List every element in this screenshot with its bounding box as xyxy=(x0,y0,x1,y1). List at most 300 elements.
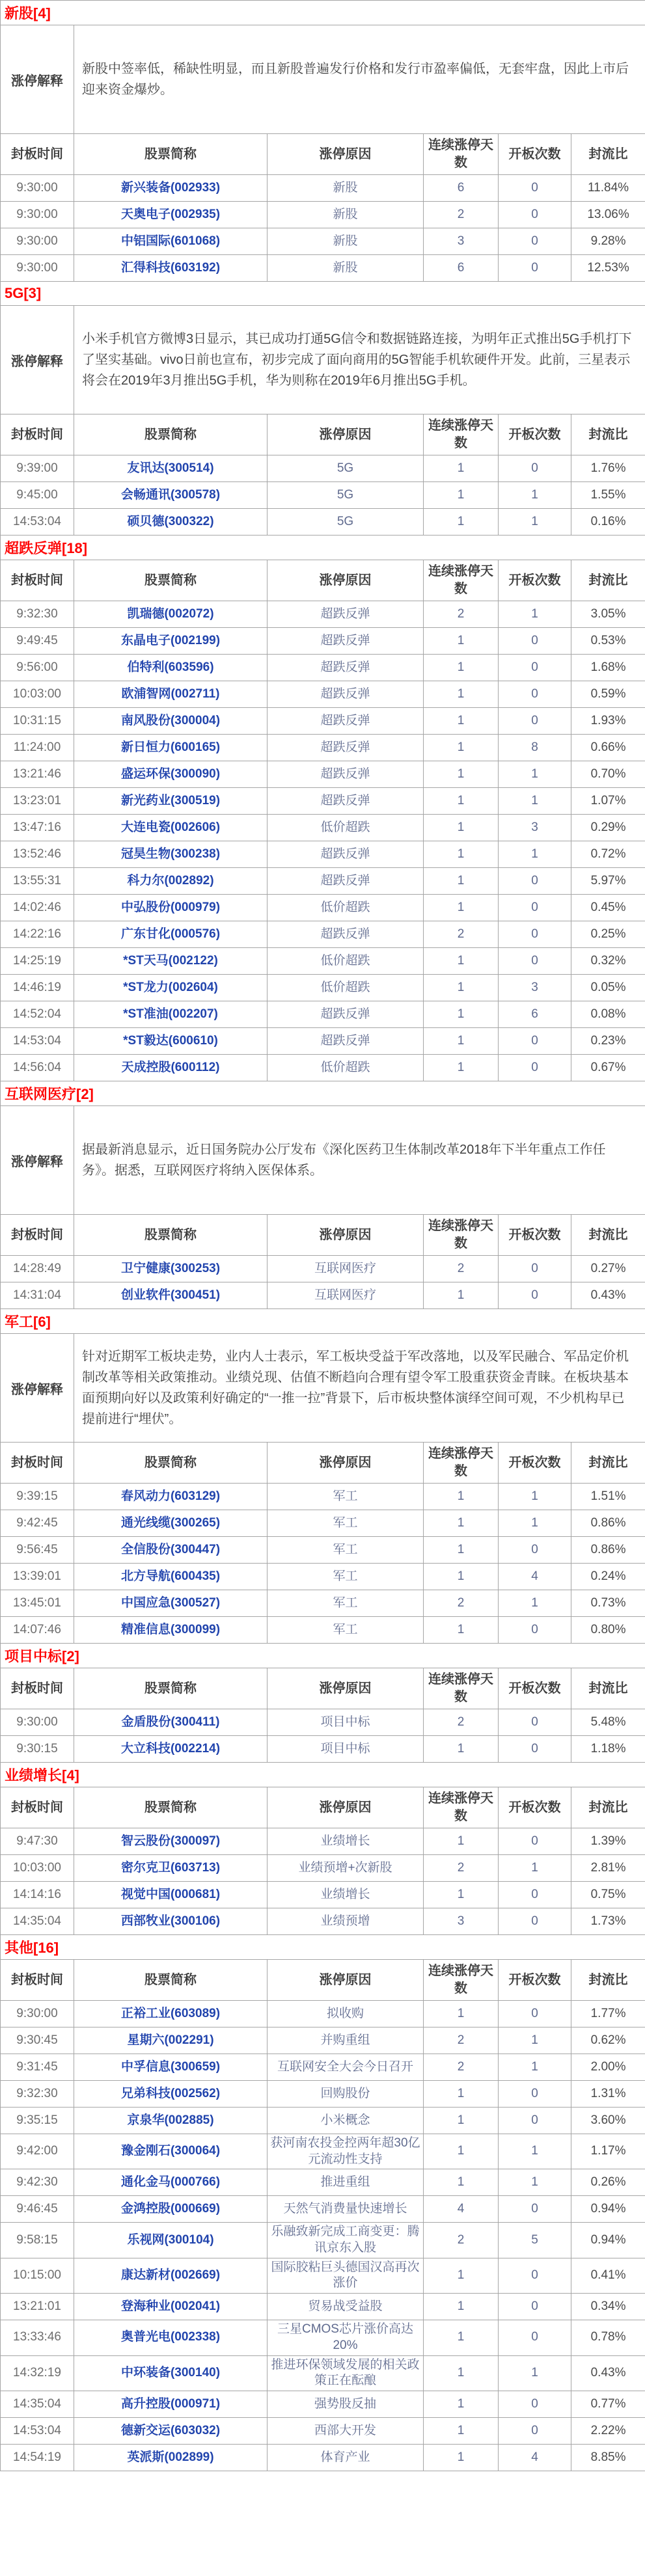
consecutive-days-cell: 1 xyxy=(424,948,499,975)
consecutive-days-cell: 2 xyxy=(424,1590,499,1617)
consecutive-days-cell: 2 xyxy=(424,1709,499,1736)
col-seal-time: 封板时间 xyxy=(1,560,74,601)
consecutive-days-cell: 1 xyxy=(424,2081,499,2108)
open-count-cell: 1 xyxy=(499,841,571,868)
stock-name-link[interactable]: 春风动力(603129) xyxy=(74,1484,268,1510)
stock-name-link[interactable]: 乐视网(300104) xyxy=(74,2223,268,2258)
seal-time-cell: 9:30:00 xyxy=(1,228,74,255)
stock-name-link[interactable]: 欧浦智网(002711) xyxy=(74,681,268,708)
limit-reason-cell: 5G xyxy=(268,455,424,482)
limit-reason-cell: 新股 xyxy=(268,228,424,255)
stock-name-link[interactable]: 正裕工业(603089) xyxy=(74,2001,268,2027)
stock-name-link[interactable]: 全信股份(300447) xyxy=(74,1537,268,1564)
stock-name-link[interactable]: 友讯达(300514) xyxy=(74,455,268,482)
seal-flow-ratio-cell: 1.76% xyxy=(571,455,645,482)
col-seal-time: 封板时间 xyxy=(1,1960,74,2001)
consecutive-days-cell: 1 xyxy=(424,2294,499,2320)
stock-row xyxy=(1,2258,645,2293)
seal-time-cell: 9:42:45 xyxy=(1,1510,74,1537)
explanation-row xyxy=(1,306,645,414)
open-count-cell: 1 xyxy=(499,482,571,509)
seal-time-cell: 14:53:04 xyxy=(1,1028,74,1055)
consecutive-days-cell: 1 xyxy=(424,2417,499,2444)
limit-reason-cell: 三星CMOS芯片涨价高达20% xyxy=(268,2320,424,2355)
limit-reason-cell: 超跌反弹 xyxy=(268,788,424,815)
stock-row xyxy=(1,2355,645,2391)
seal-time-cell: 9:42:30 xyxy=(1,2169,74,2196)
limit-reason-cell: 低价超跌 xyxy=(268,895,424,921)
seal-flow-ratio-cell: 0.05% xyxy=(571,975,645,1001)
section-title-row xyxy=(1,1935,645,1960)
section-title-row xyxy=(1,536,645,560)
stock-name-link[interactable]: 英派斯(002899) xyxy=(74,2444,268,2471)
stock-name-link[interactable]: 金鸿控股(000669) xyxy=(74,2196,268,2223)
limit-reason-cell: 项目中标 xyxy=(268,1736,424,1763)
stock-name-link[interactable]: 北方导航(600435) xyxy=(74,1564,268,1590)
open-count-cell: 0 xyxy=(499,948,571,975)
col-limit-reason: 涨停原因 xyxy=(268,134,424,175)
stock-name-link[interactable]: 兄弟科技(002562) xyxy=(74,2081,268,2108)
stock-name-link[interactable]: 科力尔(002892) xyxy=(74,868,268,895)
seal-flow-ratio-cell: 0.94% xyxy=(571,2196,645,2223)
section-title: 项目中标[2] xyxy=(1,1644,645,1668)
stock-row xyxy=(1,1855,645,1882)
stock-name-link[interactable]: 密尔克卫(603713) xyxy=(74,1855,268,1882)
consecutive-days-cell: 1 xyxy=(424,735,499,761)
seal-flow-ratio-cell: 0.45% xyxy=(571,895,645,921)
consecutive-days-cell: 1 xyxy=(424,681,499,708)
open-count-cell: 1 xyxy=(499,1855,571,1882)
limit-reason-cell: 军工 xyxy=(268,1617,424,1644)
open-count-cell: 0 xyxy=(499,1736,571,1763)
col-stock-name: 股票简称 xyxy=(74,1443,268,1484)
open-count-cell: 0 xyxy=(499,202,571,228)
stock-name-link[interactable]: *ST天马(002122) xyxy=(74,948,268,975)
col-open-count: 开板次数 xyxy=(499,1215,571,1256)
seal-flow-ratio-cell: 1.93% xyxy=(571,708,645,735)
seal-time-cell: 9:32:30 xyxy=(1,2081,74,2108)
seal-flow-ratio-cell: 0.86% xyxy=(571,1537,645,1564)
stock-row xyxy=(1,1484,645,1510)
stock-row xyxy=(1,482,645,509)
seal-time-cell: 14:35:04 xyxy=(1,2391,74,2417)
seal-time-cell: 9:39:15 xyxy=(1,1484,74,1510)
seal-flow-ratio-cell: 2.22% xyxy=(571,2417,645,2444)
consecutive-days-cell: 1 xyxy=(424,2134,499,2169)
consecutive-days-cell: 1 xyxy=(424,482,499,509)
section-title: 互联网医疗[2] xyxy=(1,1081,645,1106)
seal-flow-ratio-cell: 5.97% xyxy=(571,868,645,895)
consecutive-days-cell: 1 xyxy=(424,1828,499,1855)
col-stock-name: 股票简称 xyxy=(74,1215,268,1256)
open-count-cell: 0 xyxy=(499,1256,571,1282)
open-count-cell: 3 xyxy=(499,975,571,1001)
seal-flow-ratio-cell: 1.31% xyxy=(571,2081,645,2108)
seal-flow-ratio-cell: 1.07% xyxy=(571,788,645,815)
stock-name-link[interactable]: 奥普光电(002338) xyxy=(74,2320,268,2355)
seal-time-cell: 14:46:19 xyxy=(1,975,74,1001)
seal-time-cell: 14:53:04 xyxy=(1,2417,74,2444)
stock-row xyxy=(1,2417,645,2444)
seal-time-cell: 14:53:04 xyxy=(1,509,74,536)
seal-time-cell: 9:30:45 xyxy=(1,2027,74,2054)
limit-reason-cell: 国际胶粘巨头德国汉高再次涨价 xyxy=(268,2258,424,2293)
col-open-count: 开板次数 xyxy=(499,1668,571,1709)
explanation-text: 据最新消息显示，近日国务院办公厅发布《深化医药卫生体制改革2018年下半年重点工作任务》。据悉，互联网医疗将纳入医保体系。 xyxy=(74,1106,645,1215)
seal-time-cell: 14:25:19 xyxy=(1,948,74,975)
open-count-cell: 0 xyxy=(499,2417,571,2444)
consecutive-days-cell: 1 xyxy=(424,761,499,788)
seal-time-cell: 9:58:15 xyxy=(1,2223,74,2258)
open-count-cell: 3 xyxy=(499,815,571,841)
limit-reason-cell: 推进重组 xyxy=(268,2169,424,2196)
open-count-cell: 1 xyxy=(499,2169,571,2196)
limit-reason-cell: 超跌反弹 xyxy=(268,868,424,895)
section-title-row xyxy=(1,1763,645,1787)
seal-flow-ratio-cell: 11.84% xyxy=(571,175,645,202)
open-count-cell: 1 xyxy=(499,509,571,536)
seal-flow-ratio-cell: 0.59% xyxy=(571,681,645,708)
stock-row xyxy=(1,948,645,975)
explanation-text: 新股中签率低，稀缺性明显，而且新股普遍发行价格和发行市盈率偏低，无套牢盘，因此上市后迎来资金爆炒。 xyxy=(74,25,645,134)
section-title-row xyxy=(1,1081,645,1106)
explanation-row xyxy=(1,25,645,134)
seal-flow-ratio-cell: 0.62% xyxy=(571,2027,645,2054)
consecutive-days-cell: 1 xyxy=(424,2355,499,2391)
limit-reason-cell: 回购股份 xyxy=(268,2081,424,2108)
limit-reason-cell: 天然气消费量快速增长 xyxy=(268,2196,424,2223)
limit-reason-cell: 乐融致新完成工商变更：腾讯京东入股 xyxy=(268,2223,424,2258)
section-title: 其他[16] xyxy=(1,1935,645,1960)
stock-row xyxy=(1,1256,645,1282)
limit-reason-cell: 新股 xyxy=(268,255,424,282)
seal-flow-ratio-cell: 0.23% xyxy=(571,1028,645,1055)
explanation-text: 小米手机官方微博3日显示，其已成功打通5G信令和数据链路连接，为明年正式推出5G手机打下了坚实基础。vivo日前也宣布，初步完成了面向商用的5G智能手机软硬件开发。此前，三星表示将会在2019年3月推出5G手机，华为则称在2019年6月推出5G手机。 xyxy=(74,306,645,414)
consecutive-days-cell: 1 xyxy=(424,1484,499,1510)
stock-name-link[interactable]: 天成控股(600112) xyxy=(74,1055,268,1081)
consecutive-days-cell: 1 xyxy=(424,868,499,895)
col-open-count: 开板次数 xyxy=(499,560,571,601)
seal-flow-ratio-cell: 1.77% xyxy=(571,2001,645,2027)
open-count-cell: 1 xyxy=(499,1484,571,1510)
open-count-cell: 0 xyxy=(499,2320,571,2355)
seal-time-cell: 9:30:00 xyxy=(1,255,74,282)
limit-reason-cell: 新股 xyxy=(268,202,424,228)
stock-name-link[interactable]: 伯特利(603596) xyxy=(74,655,268,681)
consecutive-days-cell: 1 xyxy=(424,2320,499,2355)
stock-row xyxy=(1,2444,645,2471)
stock-name-link[interactable]: 德新交运(603032) xyxy=(74,2417,268,2444)
seal-flow-ratio-cell: 0.25% xyxy=(571,921,645,948)
seal-time-cell: 9:49:45 xyxy=(1,628,74,655)
limit-reason-cell: 超跌反弹 xyxy=(268,841,424,868)
limit-reason-cell: 超跌反弹 xyxy=(268,1001,424,1028)
stock-name-link[interactable]: 中铝国际(601068) xyxy=(74,228,268,255)
column-header-row xyxy=(1,1215,645,1256)
stock-name-link[interactable]: 中国应急(300527) xyxy=(74,1590,268,1617)
open-count-cell: 0 xyxy=(499,921,571,948)
consecutive-days-cell: 6 xyxy=(424,255,499,282)
limit-reason-cell: 超跌反弹 xyxy=(268,628,424,655)
col-consecutive-days: 连续涨停天数 xyxy=(424,1787,499,1828)
stock-name-link[interactable]: 卫宁健康(300253) xyxy=(74,1256,268,1282)
limit-reason-cell: 超跌反弹 xyxy=(268,601,424,628)
stock-name-link[interactable]: 登海种业(002041) xyxy=(74,2294,268,2320)
col-seal-flow-ratio: 封流比 xyxy=(571,1443,645,1484)
stock-name-link[interactable]: 新兴装备(002933) xyxy=(74,175,268,202)
stock-name-link[interactable]: 汇得科技(603192) xyxy=(74,255,268,282)
stock-row xyxy=(1,761,645,788)
limit-reason-cell: 军工 xyxy=(268,1590,424,1617)
seal-time-cell: 13:33:46 xyxy=(1,2320,74,2355)
seal-flow-ratio-cell: 0.34% xyxy=(571,2294,645,2320)
stock-name-link[interactable]: 会畅通讯(300578) xyxy=(74,482,268,509)
open-count-cell: 1 xyxy=(499,2134,571,2169)
limit-reason-cell: 超跌反弹 xyxy=(268,921,424,948)
explanation-label: 涨停解释 xyxy=(1,25,74,134)
open-count-cell: 0 xyxy=(499,1537,571,1564)
consecutive-days-cell: 2 xyxy=(424,2027,499,2054)
stock-row xyxy=(1,175,645,202)
seal-flow-ratio-cell: 1.55% xyxy=(571,482,645,509)
consecutive-days-cell: 2 xyxy=(424,2054,499,2081)
seal-flow-ratio-cell: 2.81% xyxy=(571,1855,645,1882)
seal-flow-ratio-cell: 0.08% xyxy=(571,1001,645,1028)
explanation-row xyxy=(1,1334,645,1443)
seal-flow-ratio-cell: 0.16% xyxy=(571,509,645,536)
stock-row xyxy=(1,1590,645,1617)
stock-row xyxy=(1,1001,645,1028)
stock-name-link[interactable]: 精准信息(300099) xyxy=(74,1617,268,1644)
stock-name-link[interactable]: 通光线缆(300265) xyxy=(74,1510,268,1537)
column-header-row xyxy=(1,1787,645,1828)
stock-name-link[interactable]: 京泉华(002885) xyxy=(74,2108,268,2134)
open-count-cell: 1 xyxy=(499,788,571,815)
consecutive-days-cell: 1 xyxy=(424,1564,499,1590)
open-count-cell: 1 xyxy=(499,2355,571,2391)
seal-flow-ratio-cell: 0.26% xyxy=(571,2169,645,2196)
open-count-cell: 1 xyxy=(499,1590,571,1617)
stock-row xyxy=(1,2001,645,2027)
limit-reason-cell: 贸易战受益股 xyxy=(268,2294,424,2320)
stock-name-link[interactable]: 东晶电子(002199) xyxy=(74,628,268,655)
seal-flow-ratio-cell: 3.05% xyxy=(571,601,645,628)
stock-name-link[interactable]: 大连电瓷(002606) xyxy=(74,815,268,841)
open-count-cell: 0 xyxy=(499,655,571,681)
open-count-cell: 4 xyxy=(499,1564,571,1590)
limit-reason-cell: 互联网安全大会今日召开 xyxy=(268,2054,424,2081)
seal-flow-ratio-cell: 0.94% xyxy=(571,2223,645,2258)
stock-name-link[interactable]: *ST准油(002207) xyxy=(74,1001,268,1028)
section-title-row xyxy=(1,1,645,25)
col-seal-flow-ratio: 封流比 xyxy=(571,1960,645,2001)
explanation-text: 针对近期军工板块走势，业内人士表示，军工板块受益于军改落地，以及军民融合、军品定价机制改革等相关政策推动。业绩兑现、估值不断趋向合理有望令军工股重获资金青睐。在板块基本面预期向好以及政策利好确定的“一推一拉”背景下，后市板块整体演绎空间可观，不少机构早已提前进行“埋伏”。 xyxy=(74,1334,645,1443)
stock-name-link[interactable]: *ST毅达(600610) xyxy=(74,1028,268,1055)
stock-name-link[interactable]: 广东甘化(000576) xyxy=(74,921,268,948)
consecutive-days-cell: 1 xyxy=(424,2169,499,2196)
consecutive-days-cell: 3 xyxy=(424,1908,499,1935)
seal-flow-ratio-cell: 0.77% xyxy=(571,2391,645,2417)
open-count-cell: 4 xyxy=(499,2444,571,2471)
stock-row xyxy=(1,1510,645,1537)
stock-row xyxy=(1,1537,645,1564)
stock-row xyxy=(1,921,645,948)
seal-time-cell: 13:39:01 xyxy=(1,1564,74,1590)
seal-time-cell: 14:02:46 xyxy=(1,895,74,921)
consecutive-days-cell: 1 xyxy=(424,895,499,921)
seal-time-cell: 10:31:15 xyxy=(1,708,74,735)
seal-time-cell: 9:56:00 xyxy=(1,655,74,681)
stock-row xyxy=(1,628,645,655)
stock-name-link[interactable]: 金盾股份(300411) xyxy=(74,1709,268,1736)
seal-flow-ratio-cell: 0.72% xyxy=(571,841,645,868)
seal-time-cell: 9:30:15 xyxy=(1,1736,74,1763)
consecutive-days-cell: 1 xyxy=(424,509,499,536)
stock-name-link[interactable]: 大立科技(002214) xyxy=(74,1736,268,1763)
stock-name-link[interactable]: 新日恒力(600165) xyxy=(74,735,268,761)
seal-time-cell: 9:56:45 xyxy=(1,1537,74,1564)
consecutive-days-cell: 2 xyxy=(424,2223,499,2258)
seal-flow-ratio-cell: 5.48% xyxy=(571,1709,645,1736)
stock-name-link[interactable]: 高升控股(000971) xyxy=(74,2391,268,2417)
limit-up-sections-body xyxy=(1,1,645,2471)
stock-row xyxy=(1,509,645,536)
section-title-row xyxy=(1,282,645,306)
stock-name-link[interactable]: 冠昊生物(300238) xyxy=(74,841,268,868)
consecutive-days-cell: 1 xyxy=(424,2001,499,2027)
seal-flow-ratio-cell: 13.06% xyxy=(571,202,645,228)
stock-row xyxy=(1,681,645,708)
stock-row xyxy=(1,2391,645,2417)
stock-name-link[interactable]: 智云股份(300097) xyxy=(74,1828,268,1855)
stock-row xyxy=(1,2081,645,2108)
stock-name-link[interactable]: *ST龙力(002604) xyxy=(74,975,268,1001)
stock-name-link[interactable]: 凯瑞德(002072) xyxy=(74,601,268,628)
col-stock-name: 股票简称 xyxy=(74,1787,268,1828)
limit-reason-cell: 业绩增长 xyxy=(268,1882,424,1908)
stock-name-link[interactable]: 新光药业(300519) xyxy=(74,788,268,815)
limit-reason-cell: 军工 xyxy=(268,1510,424,1537)
stock-name-link[interactable]: 中孚信息(300659) xyxy=(74,2054,268,2081)
limit-reason-cell: 5G xyxy=(268,482,424,509)
seal-flow-ratio-cell: 0.86% xyxy=(571,1510,645,1537)
open-count-cell: 1 xyxy=(499,601,571,628)
open-count-cell: 0 xyxy=(499,681,571,708)
seal-time-cell: 11:24:00 xyxy=(1,735,74,761)
col-seal-flow-ratio: 封流比 xyxy=(571,134,645,175)
consecutive-days-cell: 1 xyxy=(424,1537,499,1564)
seal-time-cell: 9:32:30 xyxy=(1,601,74,628)
seal-flow-ratio-cell: 0.70% xyxy=(571,761,645,788)
stock-row xyxy=(1,1908,645,1935)
open-count-cell: 0 xyxy=(499,175,571,202)
open-count-cell: 0 xyxy=(499,2294,571,2320)
stock-name-link[interactable]: 豫金刚石(300064) xyxy=(74,2134,268,2169)
stock-name-link[interactable]: 星期六(002291) xyxy=(74,2027,268,2054)
stock-name-link[interactable]: 康达新材(002669) xyxy=(74,2258,268,2293)
stock-name-link[interactable]: 中环装备(300140) xyxy=(74,2355,268,2391)
stock-row xyxy=(1,2169,645,2196)
seal-flow-ratio-cell: 8.85% xyxy=(571,2444,645,2471)
col-seal-flow-ratio: 封流比 xyxy=(571,560,645,601)
consecutive-days-cell: 1 xyxy=(424,2258,499,2293)
stock-name-link[interactable]: 创业软件(300451) xyxy=(74,1282,268,1309)
stock-row xyxy=(1,2196,645,2223)
stock-name-link[interactable]: 视觉中国(000681) xyxy=(74,1882,268,1908)
seal-time-cell: 14:22:16 xyxy=(1,921,74,948)
seal-flow-ratio-cell: 0.41% xyxy=(571,2258,645,2293)
limit-reason-cell: 互联网医疗 xyxy=(268,1256,424,1282)
col-consecutive-days: 连续涨停天数 xyxy=(424,1668,499,1709)
stock-row xyxy=(1,1028,645,1055)
consecutive-days-cell: 2 xyxy=(424,1855,499,1882)
stock-row xyxy=(1,1564,645,1590)
stock-name-link[interactable]: 天奥电子(002935) xyxy=(74,202,268,228)
seal-flow-ratio-cell: 0.75% xyxy=(571,1882,645,1908)
stock-name-link[interactable]: 通化金马(000766) xyxy=(74,2169,268,2196)
seal-time-cell: 9:39:00 xyxy=(1,455,74,482)
col-open-count: 开板次数 xyxy=(499,1443,571,1484)
seal-flow-ratio-cell: 0.43% xyxy=(571,1282,645,1309)
column-header-row xyxy=(1,414,645,455)
open-count-cell: 1 xyxy=(499,761,571,788)
stock-row xyxy=(1,1282,645,1309)
consecutive-days-cell: 1 xyxy=(424,815,499,841)
consecutive-days-cell: 1 xyxy=(424,708,499,735)
stock-row xyxy=(1,601,645,628)
consecutive-days-cell: 1 xyxy=(424,628,499,655)
consecutive-days-cell: 1 xyxy=(424,1510,499,1537)
stock-name-link[interactable]: 西部牧业(300106) xyxy=(74,1908,268,1935)
col-open-count: 开板次数 xyxy=(499,414,571,455)
limit-reason-cell: 低价超跌 xyxy=(268,1055,424,1081)
open-count-cell: 0 xyxy=(499,868,571,895)
seal-time-cell: 14:52:04 xyxy=(1,1001,74,1028)
open-count-cell: 0 xyxy=(499,2081,571,2108)
explanation-label: 涨停解释 xyxy=(1,1334,74,1443)
stock-name-link[interactable]: 硕贝德(300322) xyxy=(74,509,268,536)
limit-reason-cell: 低价超跌 xyxy=(268,815,424,841)
stock-name-link[interactable]: 盛运环保(300090) xyxy=(74,761,268,788)
open-count-cell: 8 xyxy=(499,735,571,761)
column-header-row xyxy=(1,1443,645,1484)
stock-name-link[interactable]: 南风股份(300004) xyxy=(74,708,268,735)
col-limit-reason: 涨停原因 xyxy=(268,1443,424,1484)
stock-row xyxy=(1,2223,645,2258)
stock-row xyxy=(1,708,645,735)
col-stock-name: 股票简称 xyxy=(74,1668,268,1709)
open-count-cell: 0 xyxy=(499,628,571,655)
consecutive-days-cell: 1 xyxy=(424,1882,499,1908)
limit-reason-cell: 超跌反弹 xyxy=(268,681,424,708)
stock-row xyxy=(1,975,645,1001)
open-count-cell: 0 xyxy=(499,455,571,482)
limit-reason-cell: 超跌反弹 xyxy=(268,655,424,681)
limit-reason-cell: 军工 xyxy=(268,1537,424,1564)
col-limit-reason: 涨停原因 xyxy=(268,1960,424,2001)
seal-time-cell: 14:28:49 xyxy=(1,1256,74,1282)
section-title: 新股[4] xyxy=(1,1,645,25)
seal-flow-ratio-cell: 0.24% xyxy=(571,1564,645,1590)
col-seal-time: 封板时间 xyxy=(1,1668,74,1709)
limit-reason-cell: 5G xyxy=(268,509,424,536)
seal-time-cell: 10:03:00 xyxy=(1,681,74,708)
col-limit-reason: 涨停原因 xyxy=(268,1215,424,1256)
limit-reason-cell: 业绩预增+次新股 xyxy=(268,1855,424,1882)
open-count-cell: 0 xyxy=(499,1908,571,1935)
stock-name-link[interactable]: 中弘股份(000979) xyxy=(74,895,268,921)
seal-flow-ratio-cell: 0.32% xyxy=(571,948,645,975)
